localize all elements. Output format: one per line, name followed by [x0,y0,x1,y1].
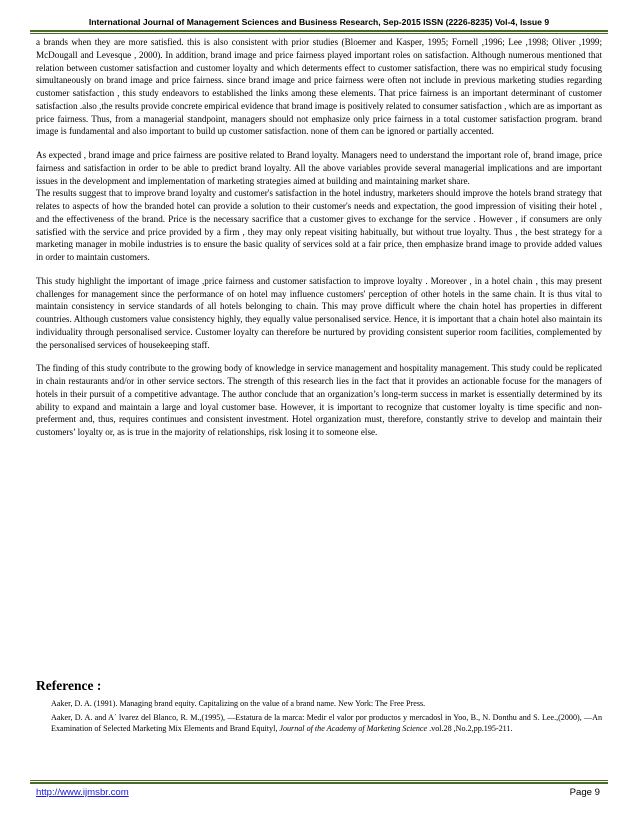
footer-rule-thick [30,782,608,784]
reference-list [51,698,602,735]
reference-2-journal: Journal of the Academy of Marketing Science [279,724,428,734]
running-header: International Journal of Management Sciences and Business Research, Sep-2015 ISSN (2226-8235) Vol-4, Issue 9 [88,17,550,27]
paragraph-3: The results suggest that to improve brand loyalty and customer's satisfaction in the hotel industry, marketers should improve the hotels brand strategy that relates to aspects of how the branded hotel can provide a solution to their customer's needs and expectation, the good impression of visiting their hotel , and the effectiveness of the brand. Price is the necessary sacrifice that a customer gives to exchange for the service . However , if consumers are only satisfied with the service and price provided by a firm , they may only repeat visiting habitually, but without true loyalty. Thus , the best strategy for a marketing manager in mobile industries is to ensure the basic quality of services sold at a fair price, then emphasize brand image to provide added values in order to maintain customers. [36,188,602,262]
journal-website-link[interactable]: http://www.ijmsbr.com [36,787,129,798]
header-rule-thin [30,33,608,34]
reference-2-text: Aaker, D. A. and A´ lvarez del Blanco, R. M.,(1995), ―Estatura de la marca: Medir el valor por productos y mercadosl in Yoo, B., N. Donthu and S. Lee.,(2000), ―An Examination of Selected Marketing Mix Elements and Brand Equityl, [51,713,602,734]
reference-2-tail: .vol.28 ,No.2,pp.195-211. [427,724,513,734]
body-text [36,36,602,439]
paragraph-2: As expected , brand image and price fairness are positive related to Brand loyalty. Managers need to understand the important role of, brand image, price fairness and satisfaction in order to be able to predict brand loyalty. All the above variables provide several managerial implications and are important issues in the development and implementation of marketing strategies aimed at building and maintaining market share. [36,150,602,186]
paragraph-4: This study highlight the important of image ,price fairness and customer satisfaction to improve loyalty . Moreover , in a hotel chain , this may present challenges for management since the performance of on hotel may influence customers' perception of other hotels in the same chain. It is thus vital to maintain consistency in service standards of all hotels belonging to chain. This may prove difficult where the chain hotel has properties in different countries. Although customers value consistency highly, they equally value personalised service. Hence, it is important that a chain hotel also maintain its individuality through personalised service. Customer loyalty can therefore be nurtured by providing consistent superior room facilities, complemented by the personalised services of housekeeping staff. [36,275,602,350]
reference-item-1 [51,698,602,709]
header-rule-thick [30,30,608,32]
reference-1-text: Aaker, D. A. (1991). Managing brand equity. Capitalizing on the value of a brand name. New York: The Free Press. [51,699,426,708]
page-number: Page 9 [569,787,600,798]
reference-heading: Reference : [36,678,102,693]
paragraph-1: a brands when they are more satisfied. this is also consistent with prior studies (Bloemer and Kasper, 1995; Fornell ,1996; Lee ,1998; Oliver ,1999; McDougall and Levesque , 2000). In addition, brand image and price fairness played important roles on satisfaction. Although numerous mentioned that relation between customer satisfaction and customer loyalty and which determents effect to customer satisfaction, there was no empirical study focusing simultaneously on brand image and price fairness. since brand image and price fairness were often not include in previous marketing studies regarding customer satisfaction , this study endeavors to established the links among these elements. That price fairness is an important determinant of customer satisfaction .also ,the results provide concrete empirical evidence that brand image is positively related to consumer satisfaction , which are as important as price fairness. Thus, from a managerial standpoint, managers should not emphasize only price fairness in a total customer satisfaction program. brand image is fundamental and also important to build up customer satisfaction. none of them can be ignored or partially accented. [36,37,602,137]
paragraph-5: The finding of this study contribute to the growing body of knowledge in service management and hospitality management. This study could be replicated in chain restaurants and/or in other service sectors. The strength of this research lies in the fact that it provides an actionable focuse for the managers of hotels in their pursuit of a competitive advantage. The author conclude that an organization’s long-term success in market is essentially determined by its ability to expand and maintain a large and loyal customer base. However, it is important to recognize that customer loyalty is time specific and non-preferment and, thus, requires continues and consistent investment. Hotel organization must, therefore, constantly strive to develop and maintain their customers’ loyalty or, as is true in the majority of relationships, risk losing it to someone else. [36,363,602,437]
footer-rule-thin [30,780,608,781]
reference-item-2 [51,712,602,734]
